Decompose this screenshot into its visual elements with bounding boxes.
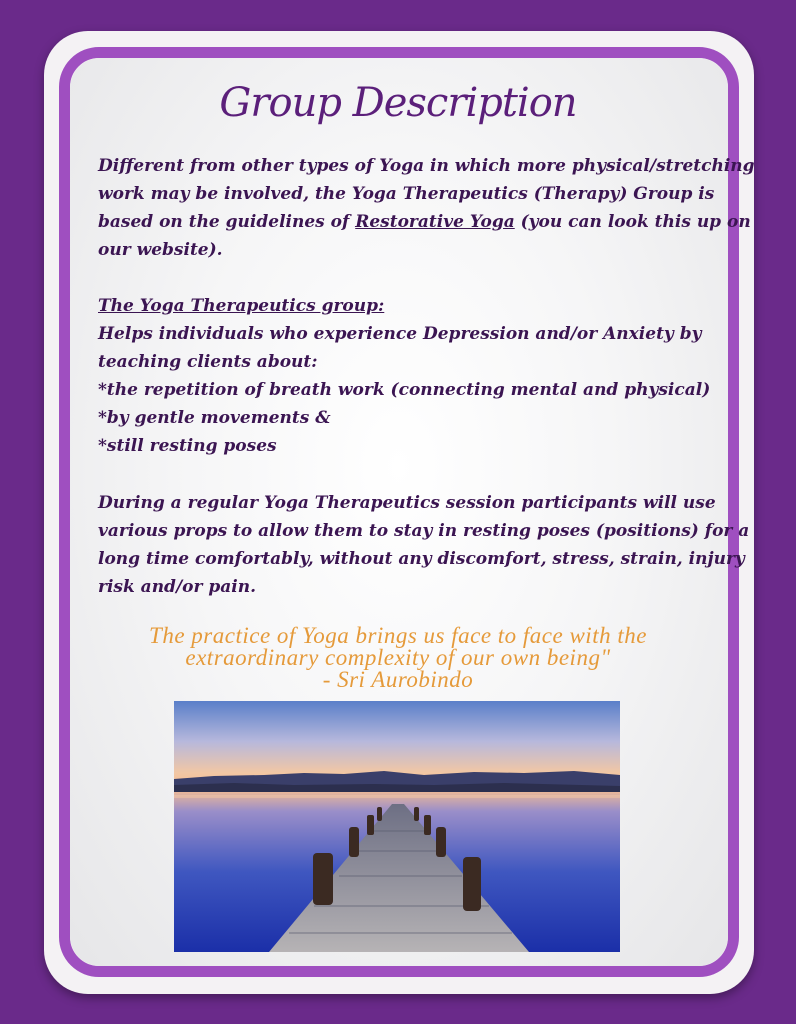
intro-line-2: work may be involved, the Yoga Therapeutics (Therapy) Group is	[98, 184, 715, 204]
session-paragraph	[98, 489, 750, 601]
quote-line-1: The practice of Yoga brings us face to face with the	[149, 623, 647, 648]
intro-line-1: Different from other types of Yoga in which more physical/stretching	[98, 156, 755, 176]
session-line-3: long time comfortably, without any discomfort, stress, strain, injury	[98, 549, 745, 569]
bullet-item: *the repetition of breath work (connecting mental and physical)	[98, 380, 711, 400]
quote-line-2: extraordinary complexity of our own being"	[185, 645, 611, 670]
session-line-1: During a regular Yoga Therapeutics session participants will use	[98, 493, 716, 513]
group-section	[98, 292, 711, 460]
restorative-yoga-link[interactable]: Restorative Yoga	[355, 212, 515, 232]
quote-author: - Sri Aurobindo	[322, 667, 474, 692]
session-line-4: risk and/or pain.	[98, 577, 257, 597]
bullet-item: *still resting poses	[98, 436, 277, 456]
lake-pier-photo	[174, 701, 620, 952]
intro-line-3-end: (you can look this up on	[514, 212, 751, 232]
intro-line-3-start: based on the guidelines of	[98, 212, 356, 232]
intro-line-4: our website).	[98, 240, 223, 260]
page-title: Group Description	[219, 80, 577, 126]
intro-paragraph	[98, 152, 755, 264]
intro-line-3	[98, 208, 751, 236]
session-line-2: various props to allow them to stay in resting poses (positions) for a	[98, 521, 750, 541]
quote-block	[80, 625, 716, 691]
group-heading: The Yoga Therapeutics group:	[98, 296, 385, 316]
group-line-2: teaching clients about:	[98, 352, 318, 372]
bullet-item: *by gentle movements &	[98, 408, 331, 428]
group-line-1: Helps individuals who experience Depression and/or Anxiety by	[98, 324, 702, 344]
